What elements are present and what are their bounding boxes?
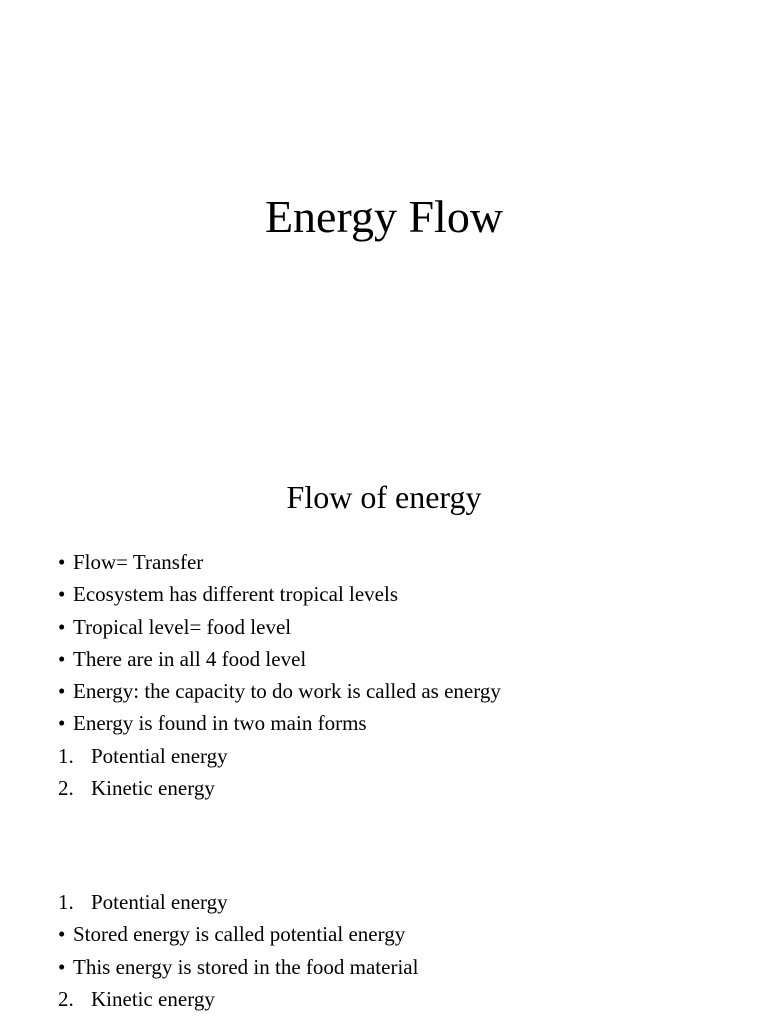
list-item-text: Ecosystem has different tropical levels xyxy=(73,582,399,607)
list-item xyxy=(58,773,501,805)
list-item xyxy=(58,952,418,984)
list-item xyxy=(58,919,418,951)
list-bullet: • xyxy=(58,954,66,979)
list-item xyxy=(58,741,501,773)
list-item-text: Tropical level= food level xyxy=(73,614,292,639)
list-item-text: Flow= Transfer xyxy=(73,550,204,574)
list-number: 2. xyxy=(58,986,74,1011)
list-item xyxy=(58,708,501,740)
list-item-text: Potential energy xyxy=(91,890,228,914)
list-bullet: • xyxy=(58,922,66,947)
list-item-text: Stored energy is called potential energy xyxy=(73,922,406,947)
list-item xyxy=(58,547,501,579)
list-bullet: • xyxy=(58,582,66,607)
list-number: 2. xyxy=(58,776,74,801)
list-item xyxy=(58,644,501,676)
list-item-text: Energy is found in two main forms xyxy=(73,711,367,736)
energy-forms-list xyxy=(58,887,418,1016)
list-bullet: • xyxy=(58,614,66,639)
list-item-text: Kinetic energy xyxy=(91,776,215,801)
list-item xyxy=(58,984,418,1016)
list-bullet: • xyxy=(58,646,66,671)
list-bullet: • xyxy=(58,550,66,574)
list-bullet: • xyxy=(58,711,66,736)
list-item-text: There are in all 4 food level xyxy=(73,646,307,671)
section-title: Flow of energy xyxy=(286,479,482,515)
flow-of-energy-list xyxy=(58,547,501,805)
list-item xyxy=(58,612,501,644)
slide-title: Energy Flow xyxy=(264,191,504,242)
list-number: 1. xyxy=(58,743,74,768)
list-number: 1. xyxy=(58,890,74,914)
list-item-text: This energy is stored in the food material xyxy=(73,954,419,979)
list-item xyxy=(58,579,501,611)
list-item xyxy=(58,887,418,919)
list-item-text: Energy: the capacity to do work is called as energy xyxy=(73,679,501,704)
list-bullet: • xyxy=(58,679,66,704)
list-item-text: Kinetic energy xyxy=(91,986,215,1011)
list-item xyxy=(58,676,501,708)
list-item-text: Potential energy xyxy=(91,743,228,768)
